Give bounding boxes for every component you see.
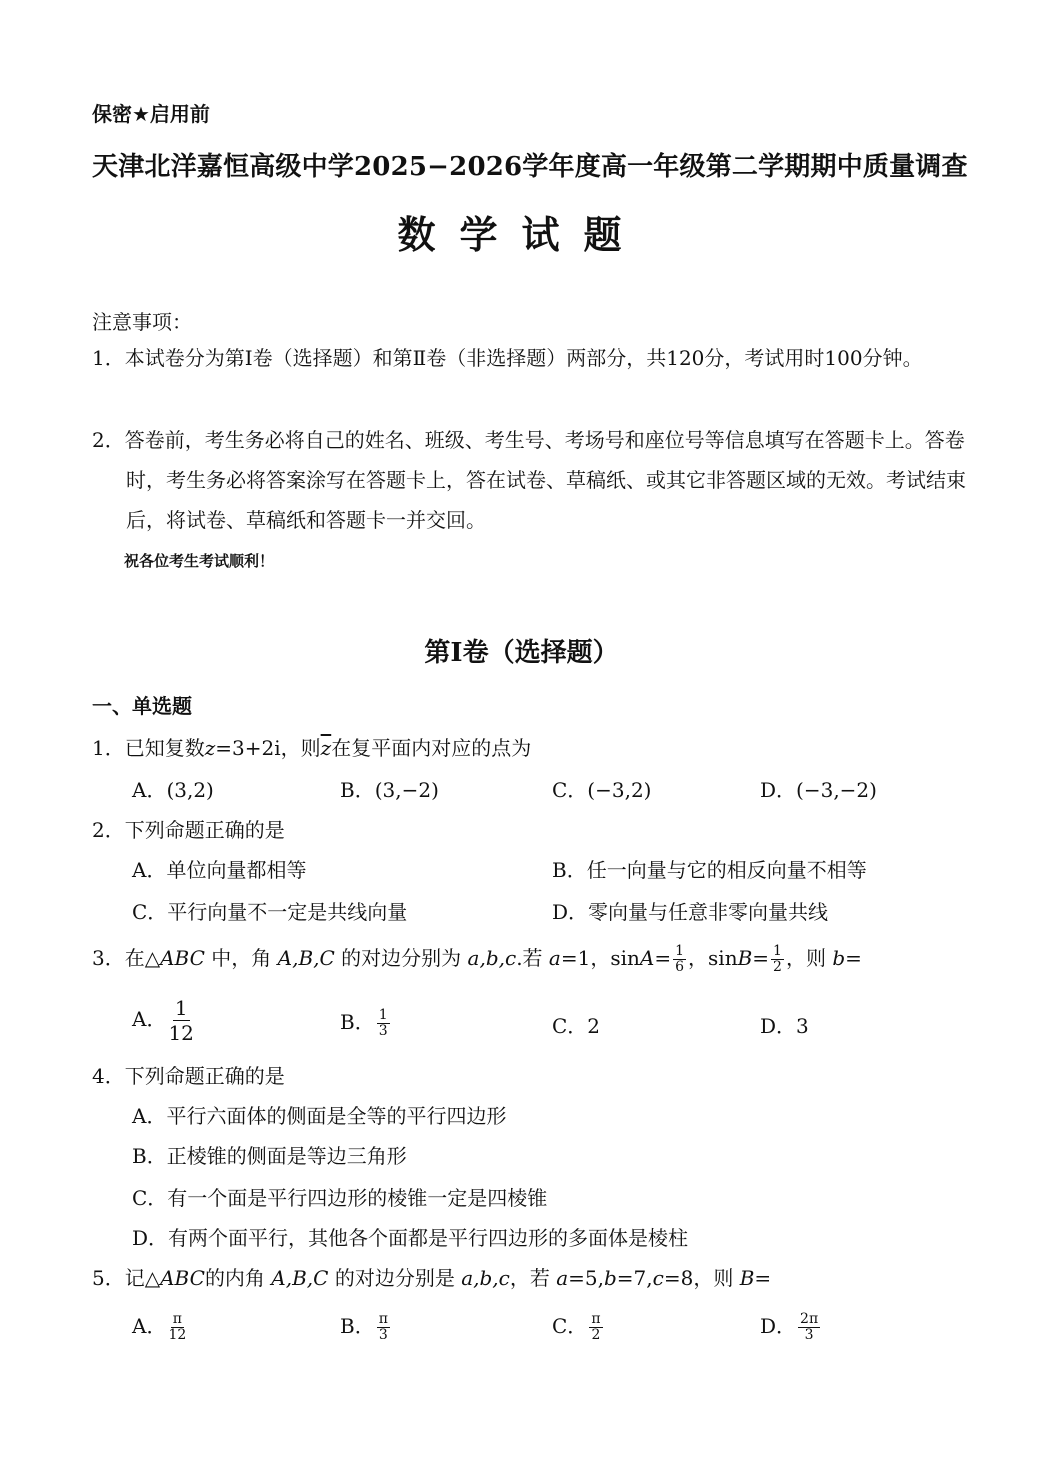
question-3: 3．在△ABC 中，角 A,B,C 的对边分别为 a,b,c.若 a=1，sinA= $\frac{1}{6}$ ，sinB= $\frac{1}{2}$ ，则 b= <box>92 943 862 975</box>
question-5: 5．记△ABC的内角 A,B,C 的对边分别是 a,b,c，若 a=5,b=7,c=8，则 B= <box>92 1266 772 1290</box>
fraction: $\frac{1}{12}$ <box>168 996 194 1045</box>
exam-school-title: 天津北洋嘉恒高级中学2025−2026学年度高一年级第二学期期中质量调查 <box>92 152 968 182</box>
q5-option-d[interactable]: D． $\frac{2\pi}{3}$ <box>760 1311 819 1343</box>
q2-option-b[interactable]: B．任一向量与它的相反向量不相等 <box>552 858 867 882</box>
question-2: 2．下列命题正确的是 <box>92 818 285 842</box>
question-1: 1．已知复数z=3+2i，则$\overline{z}$在复平面内对应的点为 <box>92 736 532 760</box>
q3-option-c[interactable]: C．2 <box>552 1014 601 1038</box>
q4-option-a[interactable]: A．平行六面体的侧面是全等的平行四边形 <box>132 1104 507 1128</box>
fraction: $\frac{\pi}{12}$ <box>168 1311 187 1343</box>
fraction: $\frac{1}{2}$ <box>773 943 782 975</box>
q1-option-d[interactable]: D．(−3,−2) <box>760 778 877 802</box>
confidential-label: 保密★启用前 <box>92 102 210 126</box>
q2-option-d[interactable]: D．零向量与任意非零向量共线 <box>552 900 829 924</box>
fraction: $\frac{\pi}{2}$ <box>591 1311 601 1343</box>
q1-option-b[interactable]: B．(3,−2) <box>340 778 439 802</box>
notice-heading: 注意事项： <box>92 310 192 334</box>
q3-option-b[interactable]: B． $\frac{1}{3}$ <box>340 1007 388 1039</box>
q2-option-c[interactable]: C．平行向量不一定是共线向量 <box>132 900 408 924</box>
q5-option-a[interactable]: A． $\frac{\pi}{12}$ <box>132 1311 187 1343</box>
q2-option-a[interactable]: A．单位向量都相等 <box>132 858 307 882</box>
notice-item-2: 2．答卷前，考生务必将自己的姓名、班级、考生号、考场号和座位号等信息填写在答题卡上。答卷时，考生务必将答案涂写在答题卡上，答在试卷、草稿纸、或其它非答题区域的无效。考试结束后，将试卷、草稿纸和答题卡一并交回。 <box>92 428 966 532</box>
fraction: $\frac{1}{3}$ <box>378 1007 388 1039</box>
section-title: 一、单选题 <box>92 694 192 718</box>
question-4: 4．下列命题正确的是 <box>92 1064 285 1088</box>
fraction: $\frac{1}{6}$ <box>675 943 685 975</box>
q4-option-c[interactable]: C．有一个面是平行四边形的棱锥一定是四棱锥 <box>132 1186 548 1210</box>
fraction: $\frac{\pi}{3}$ <box>378 1311 388 1343</box>
q5-option-c[interactable]: C． $\frac{\pi}{2}$ <box>552 1311 601 1343</box>
good-luck-text: 祝各位考生考试顺利！ <box>124 552 275 570</box>
fraction: $\frac{2\pi}{3}$ <box>800 1311 819 1343</box>
subject-title: 数学试题 <box>397 212 646 257</box>
q3-option-d[interactable]: D．3 <box>760 1014 809 1038</box>
q4-option-b[interactable]: B．正棱锥的侧面是等边三角形 <box>132 1144 407 1168</box>
q5-option-b[interactable]: B． $\frac{\pi}{3}$ <box>340 1311 388 1343</box>
notice-item-1: 1．本试卷分为第Ⅰ卷（选择题）和第Ⅱ卷（非选择题）两部分，共120分，考试用时100分钟。 <box>92 346 923 370</box>
q4-option-d[interactable]: D．有两个面平行，其他各个面都是平行四边形的多面体是棱柱 <box>132 1226 689 1250</box>
q1-option-c[interactable]: C．(−3,2) <box>552 778 652 802</box>
q3-option-a[interactable]: A． $\frac{1}{12}$ <box>132 996 194 1045</box>
q1-option-a[interactable]: A．(3,2) <box>132 778 214 802</box>
volume-title: 第Ⅰ卷（选择题） <box>424 638 619 668</box>
